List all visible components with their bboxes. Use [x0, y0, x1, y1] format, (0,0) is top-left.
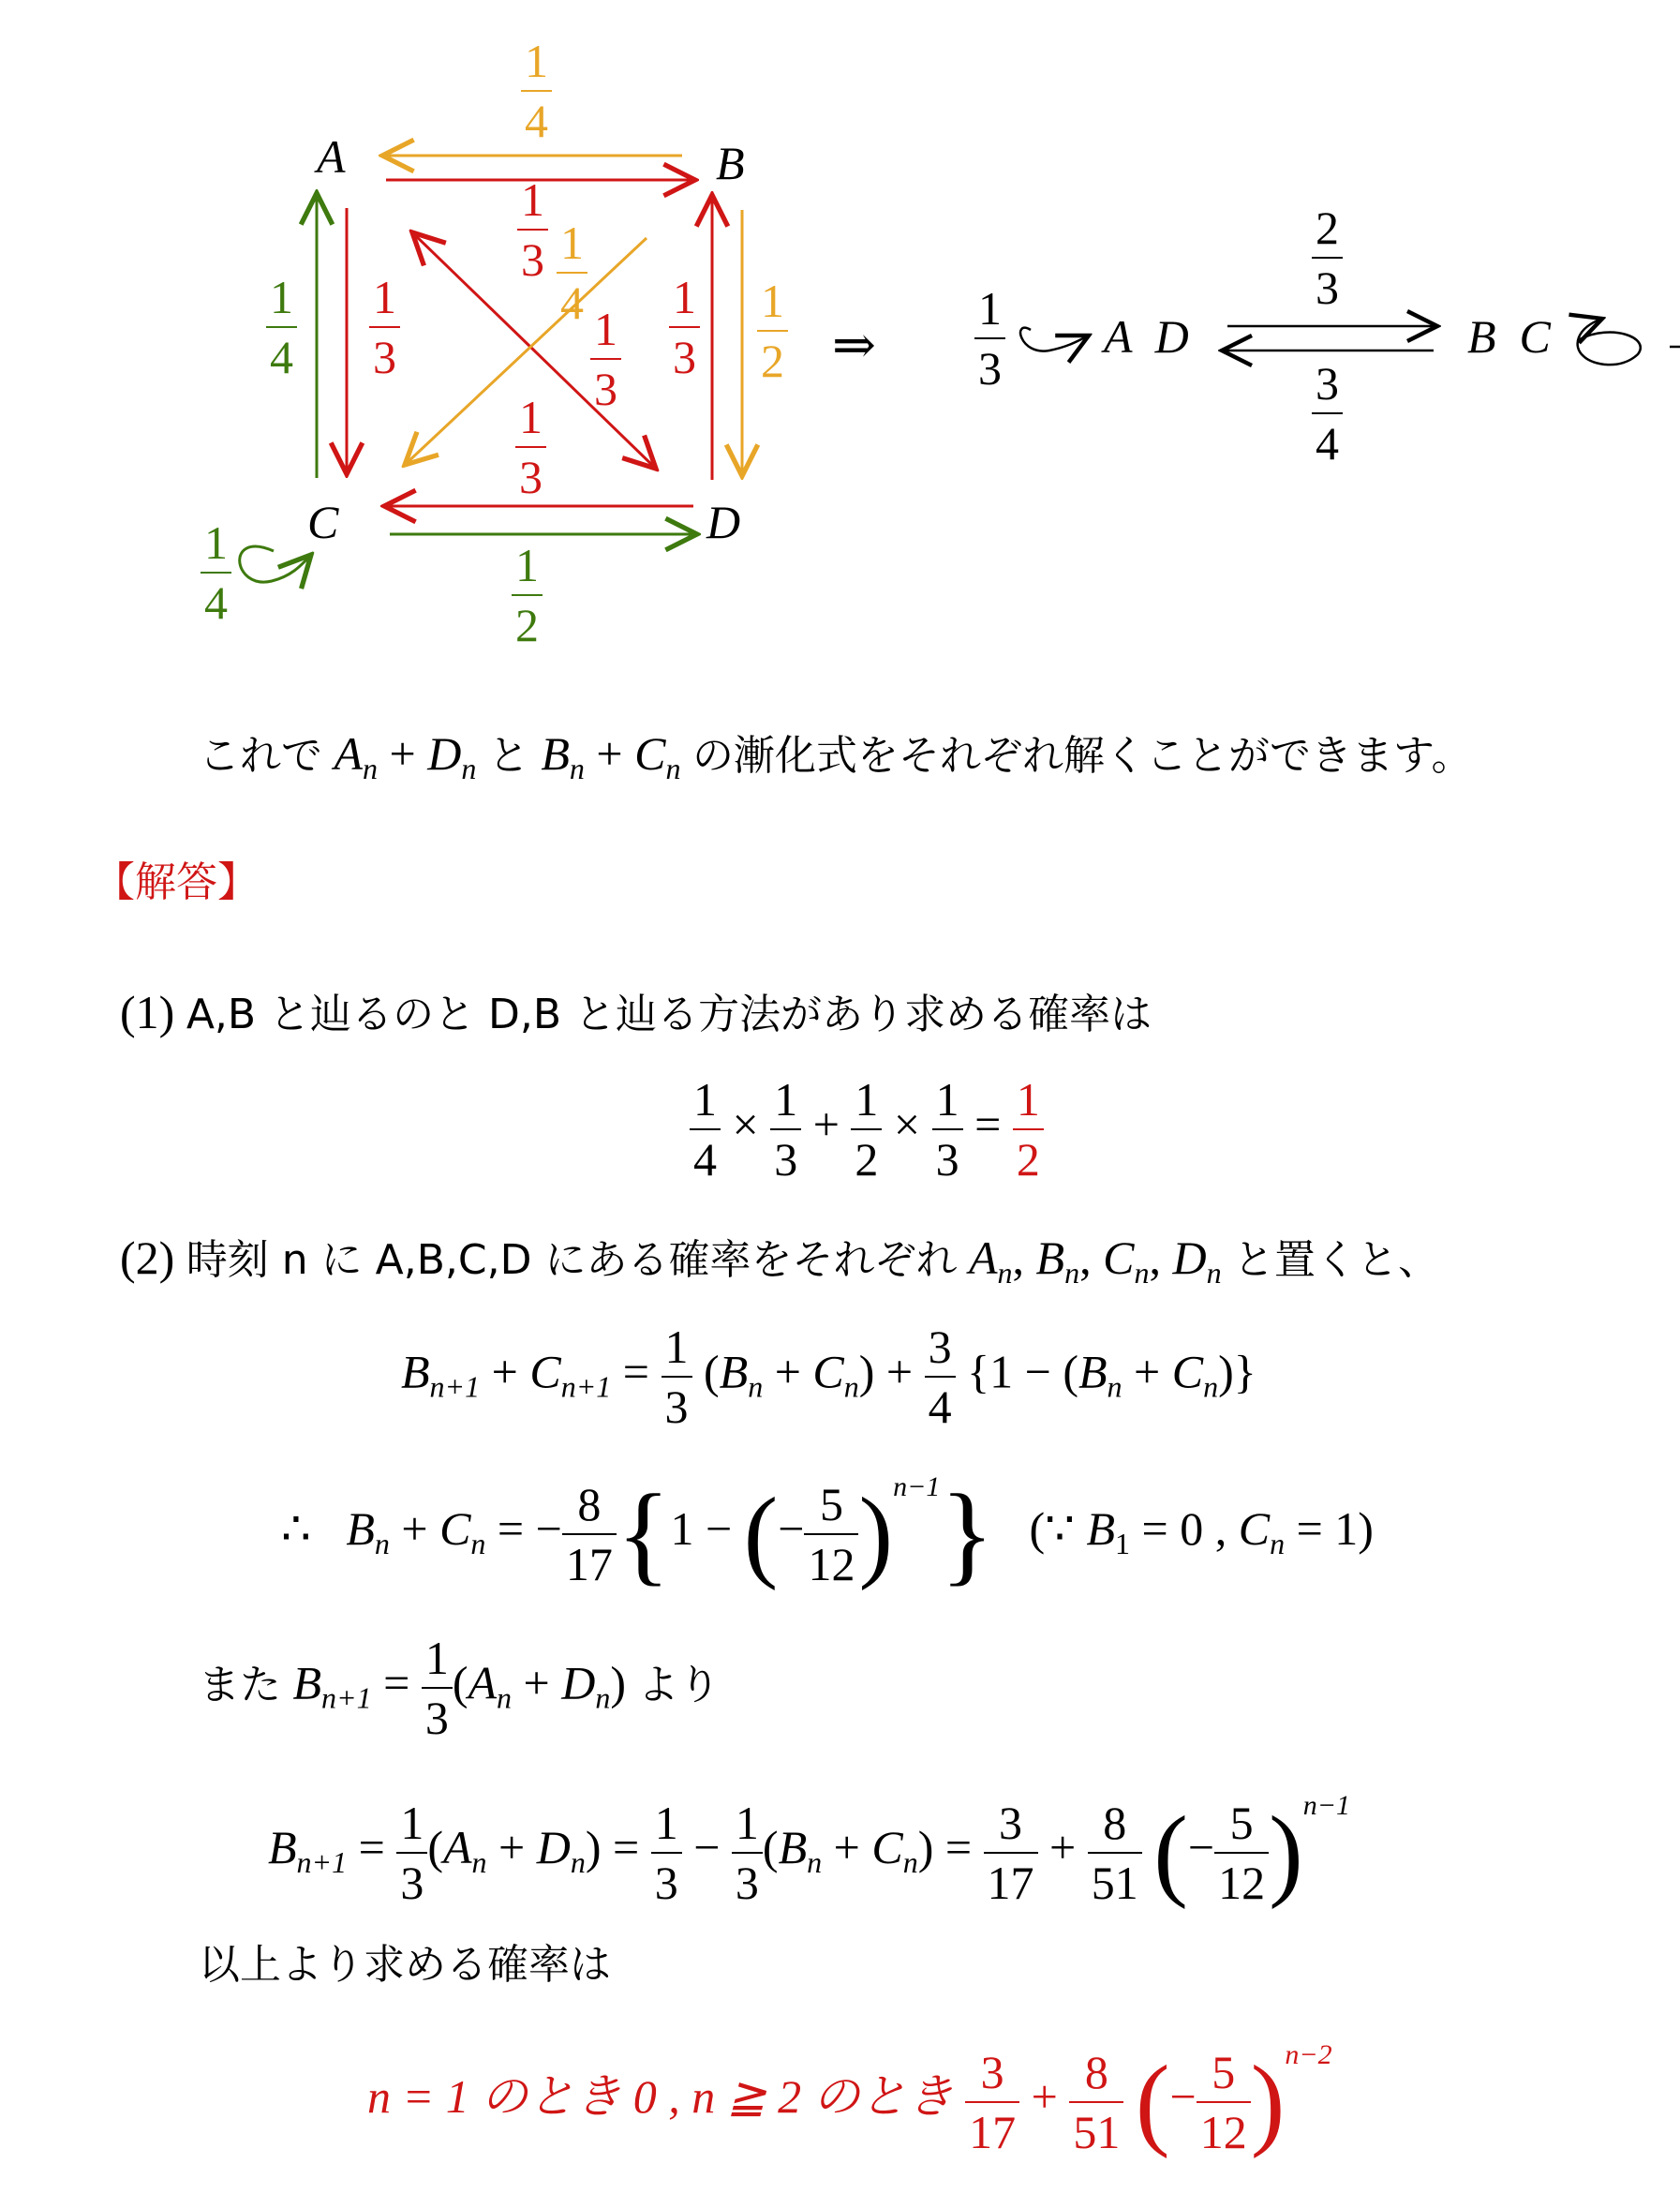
final-answer: n = 1 のとき 0 , n ≧ 2 のとき $\frac{3}{17}$ + $\frac{8}{51}$ (− $\frac{5}{12}$ )$^{n-2}$	[367, 2039, 1332, 2159]
intro-line: これで $A_n + D_n$ と $B_n + C_n$ の漸化式をそれぞれ解くことができます。	[199, 727, 1473, 785]
label-bottom-green: $\frac{1}{2}$	[512, 542, 543, 649]
q2-line: (2) 時刻 n に A,B,C,D にある確率をそれぞれ $A_n$, $B_n$, $C_n$, $D_n$ と置くと、	[120, 1231, 1440, 1290]
label-orange-diag: $\frac{1}{4}$	[557, 219, 587, 326]
reduced-top-label: $\frac{2}{3}$	[1312, 204, 1343, 311]
label-left-red: $\frac{1}{3}$	[369, 274, 400, 380]
label-top: $\frac{1}{4}$	[521, 37, 552, 144]
q1-line: (1) A,B と辿るのと D,B と辿る方法があり求める確率は	[120, 986, 1152, 1038]
loop-c	[240, 546, 311, 582]
node-a: A	[317, 130, 346, 183]
implies-arrow: ⇒	[832, 317, 876, 375]
label-diag-red: $\frac{1}{3}$	[590, 306, 621, 412]
reduced-node-ad: A D	[1104, 310, 1189, 363]
label-right-orange: $\frac{1}{2}$	[757, 277, 788, 384]
conclusion-line: 以上より求める確率は	[199, 1941, 611, 1989]
bn-equation: $B_{n+1}$ = $\frac{1}{3}$ $(A_n + D_n)$ = $\frac{1}{3}$ − $\frac{1}{3}$ $(B_n + C_n)$ = $\frac{3}{17}$ + $\frac{8}{51}$ (− $\frac{5}{12}$ )$^{n-1}$	[268, 1790, 1350, 1910]
reduced-loop-left-label: $\frac{1}{3}$	[974, 285, 1005, 392]
edge-d-to-a	[412, 232, 530, 347]
loop-ad	[1020, 328, 1089, 351]
recurrence-equation: $B_{n+1} + C_{n+1}$ = $\frac{1}{3}$ $(B_n + C_n)$ + $\frac{3}{4}$ $\{1 - (B_n + C_n)\}$	[401, 1320, 1256, 1433]
reduced-bottom-label: $\frac{3}{4}$	[1312, 360, 1343, 467]
label-bottom-red: $\frac{1}{3}$	[515, 394, 546, 500]
label-right-red: $\frac{1}{3}$	[669, 274, 700, 380]
label-left-green: $\frac{1}{4}$	[266, 274, 297, 380]
answer-heading: 【解答】	[94, 858, 259, 906]
q1-equation: $\frac{1}{4}$ × $\frac{1}{3}$ + $\frac{1}{2}$ × $\frac{1}{3}$ = $\frac{1}{2}$	[690, 1076, 1044, 1183]
label-loop-c: $\frac{1}{4}$	[201, 519, 231, 626]
reduced-node-bc: B C	[1467, 310, 1551, 363]
loop-bc	[1578, 319, 1641, 365]
node-d: D	[706, 496, 741, 548]
label-mid1: $\frac{1}{3}$	[517, 176, 548, 283]
node-c: C	[307, 496, 339, 548]
node-b: B	[716, 137, 745, 189]
bc-solution: ∴ $B_n + C_n$ = − $\frac{8}{17}$ {1 − (− $\frac{5}{12}$ )$^{n-1}$} (∵ $B_1 = 0$ , $C_n = 1$)	[281, 1470, 1374, 1596]
mata-line: また $B_{n+1}$ = $\frac{1}{3}$ $(A_n + D_n)$ より	[199, 1632, 721, 1744]
